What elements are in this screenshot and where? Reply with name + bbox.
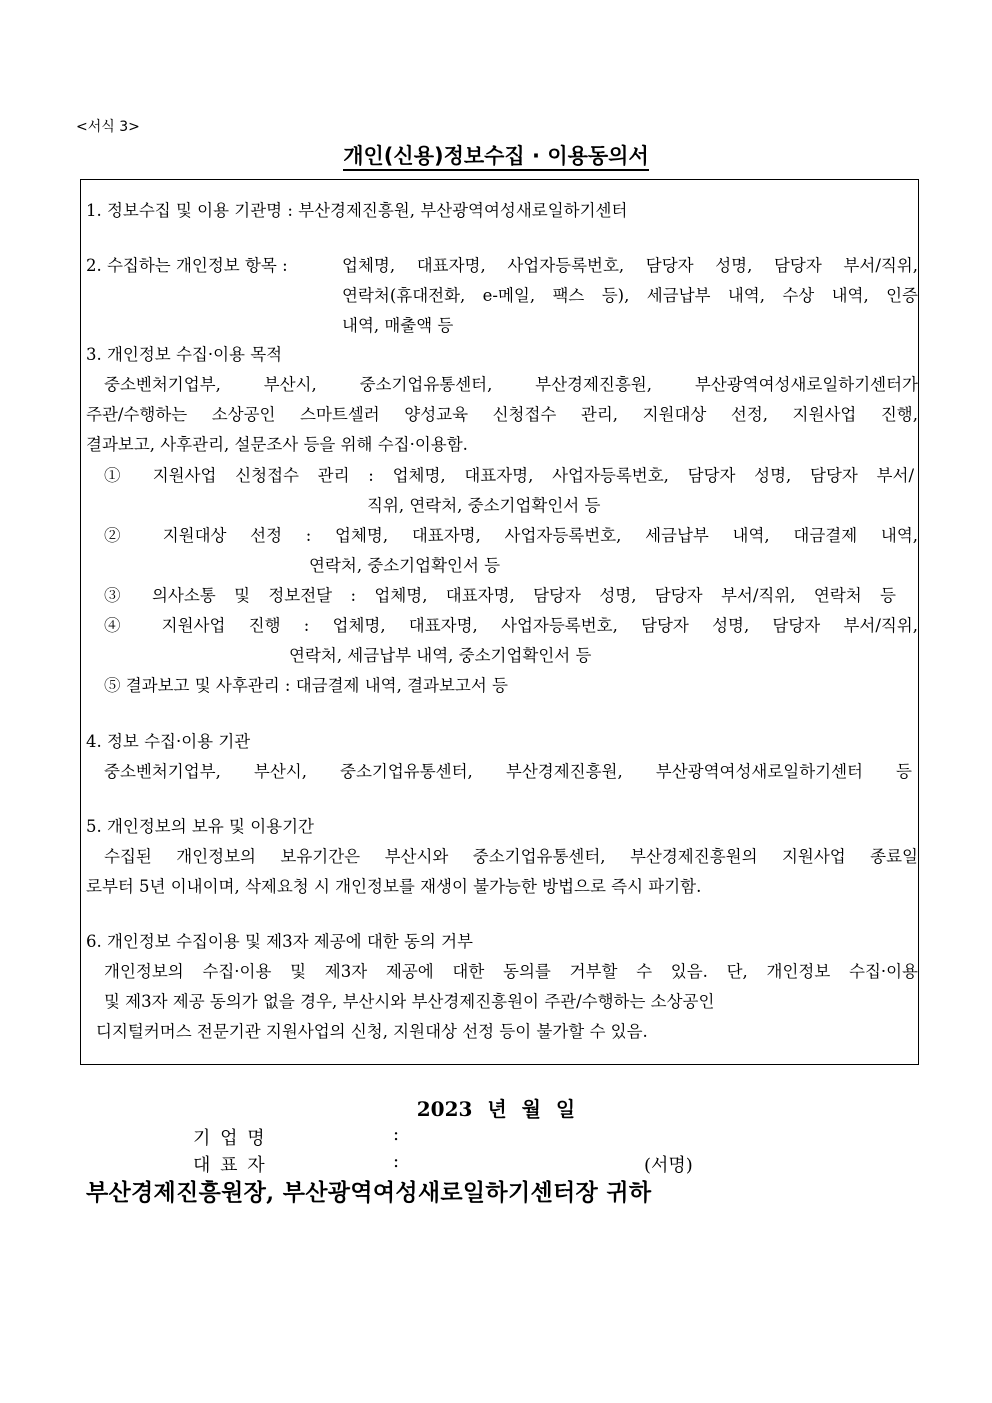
section-6-body-line-3: 디지털커머스 전문기관 지원사업의 신청, 지원대상 선정 등이 불가할 수 있음. [96,1022,648,1041]
purpose-item-4-cont: 연락처, 세금납부 내역, 중소기업확인서 등 [289,646,592,665]
signature-mark: (서명) [644,1155,693,1176]
section-1-line: 1. 정보수집 및 이용 기관명 : 부산경제진흥원, 부산광역여성새로일하기센터 [86,201,628,220]
purpose-item-5: ⑤ 결과보고 및 사후관리 : 대금결제 내역, 결과보고서 등 [104,676,508,695]
purpose-item-2: ② 지원대상 선정 : 업체명, 대표자명, 사업자등록번호, 세금납부 내역, 대금결제 내역, [104,526,918,545]
form-number: <서식 3> [76,119,140,135]
company-name-colon: : [393,1124,400,1145]
section-3-body-line-2: 주관/수행하는 소상공인 스마트셀러 양성교육 신청접수 관리, 지원대상 선정, 지원사업 진행, [86,405,918,424]
purpose-item-1: ① 지원사업 신청접수 관리 : 업체명, 대표자명, 사업자등록번호, 담당자 성명, 담당자 부서/ [104,466,914,485]
section-3-heading: 3. 개인정보 수집·이용 목적 [86,345,283,364]
section-2-line-3: 내역, 매출액 등 [342,316,454,335]
representative-colon: : [393,1151,400,1172]
section-5-heading: 5. 개인정보의 보유 및 이용기간 [86,817,314,836]
consent-date: 2023 년 월 일 [416,1097,576,1121]
purpose-item-2-cont: 연락처, 중소기업확인서 등 [309,556,501,575]
section-6-body-line-1: 개인정보의 수집·이용 및 제3자 제공에 대한 동의를 거부할 수 있음. 단, 개인정보 수집·이용 [104,962,918,981]
section-2-line-2: 연락처(휴대전화, e-메일, 팩스 등), 세금납부 내역, 수상 내역, 인증 [342,286,918,305]
purpose-item-1-cont: 직위, 연락처, 중소기업확인서 등 [367,496,601,515]
addressee: 부산경제진흥원장, 부산광역여성새로일하기센터장 귀하 [86,1179,652,1206]
company-name-label: 기 업 명 [193,1128,267,1149]
document-title-text: 개인(신용)정보수집 · 이용동의서 [343,144,649,171]
section-2-line-1: 업체명, 대표자명, 사업자등록번호, 담당자 성명, 담당자 부서/직위, [342,256,918,275]
section-5-body-line-2: 로부터 5년 이내이며, 삭제요청 시 개인정보를 재생이 불가능한 방법으로 즉시 파기함. [86,877,702,896]
section-3-body-line-3: 결과보고, 사후관리, 설문조사 등을 위해 수집·이용함. [86,435,468,454]
document-title [0,140,992,170]
purpose-item-3: ③ 의사소통 및 정보전달 : 업체명, 대표자명, 담당자 성명, 담당자 부서/직위, 연락처 등 [104,586,896,605]
section-4-body: 중소벤처기업부, 부산시, 중소기업유통센터, 부산경제진흥원, 부산광역여성새로일하기센터 등 [104,762,912,781]
section-3-body-line-1: 중소벤처기업부, 부산시, 중소기업유통센터, 부산경제진흥원, 부산광역여성새로일하기센터가 [104,375,918,394]
section-6-heading: 6. 개인정보 수집이용 및 제3자 제공에 대한 동의 거부 [86,932,473,951]
section-6-body-line-2: 및 제3자 제공 동의가 없을 경우, 부산시와 부산경제진흥원이 주관/수행하는 소상공인 [104,992,715,1011]
purpose-item-4: ④ 지원사업 진행 : 업체명, 대표자명, 사업자등록번호, 담당자 성명, 담당자 부서/직위, [104,616,918,635]
section-4-heading: 4. 정보 수집·이용 기관 [86,732,251,751]
section-2-label: 2. 수집하는 개인정보 항목 : [86,256,288,275]
section-5-body-line-1: 수집된 개인정보의 보유기간은 부산시와 중소기업유통센터, 부산경제진흥원의 지원사업 종료일 [104,847,918,866]
representative-label: 대 표 자 [193,1155,267,1176]
